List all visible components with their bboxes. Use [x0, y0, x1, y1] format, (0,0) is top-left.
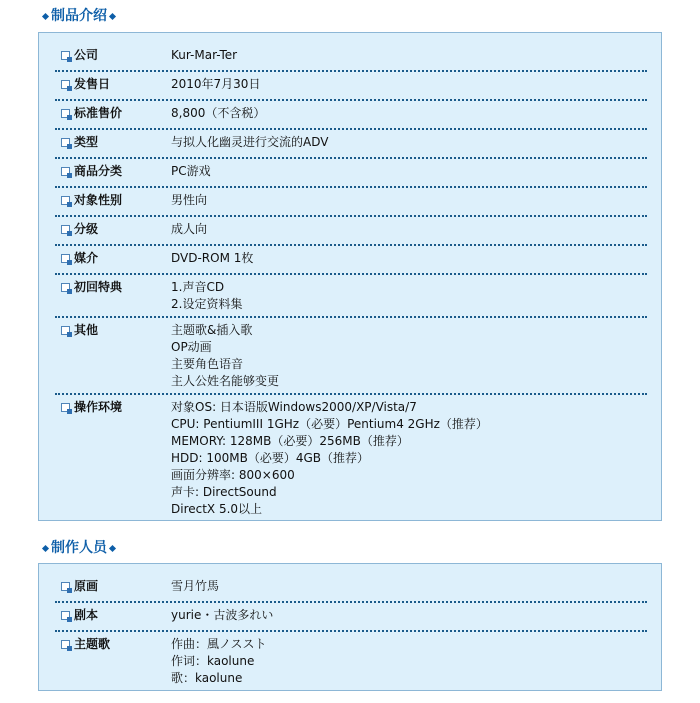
section-title-staff — [40, 538, 118, 558]
row-value: 对象OS: 日本语版Windows2000/XP/Vista/7 CPU: PentiumIII 1GHz（必要）Pentium4 2GHz（推荐） MEMORY: 128MB（必要）256MB（推荐） HDD: 100MB（必要）4GB（推荐） 画面分辨率: 800×600 声卡: DirectSound DirectX 5.0以上 — [171, 400, 488, 516]
staff-row-theme-song — [55, 632, 647, 690]
window-icon — [61, 196, 70, 205]
window-icon — [61, 109, 70, 118]
row-value: 主题歌&插入歌 OP动画 主要角色语音 主人公姓名能够变更 — [171, 323, 280, 388]
info-row-other — [55, 318, 647, 395]
window-icon — [61, 80, 70, 89]
window-icon — [61, 611, 70, 620]
window-icon — [61, 254, 70, 263]
window-icon — [61, 582, 70, 591]
info-row-target-gender — [55, 188, 647, 217]
row-label: 其他 — [61, 322, 98, 339]
product-info-rows — [55, 43, 647, 519]
info-row-category — [55, 159, 647, 188]
window-icon — [61, 138, 70, 147]
row-value: DVD-ROM 1枚 — [171, 251, 254, 265]
staff-row-scenario — [55, 603, 647, 632]
row-value: Kur-Mar-Ter — [171, 48, 238, 62]
row-label: 类型 — [61, 134, 98, 151]
info-row-company — [55, 43, 647, 72]
row-value: yurie・古波多れい — [171, 608, 274, 622]
row-value: 1.声音CD 2.设定资料集 — [171, 280, 243, 311]
row-label: 剧本 — [61, 607, 98, 624]
row-label: 对象性别 — [61, 192, 122, 209]
row-value: 2010年7月30日 — [171, 77, 261, 91]
window-icon — [61, 283, 70, 292]
info-row-first-edition-bonus — [55, 275, 647, 318]
row-label: 标准售价 — [61, 105, 122, 122]
row-value: 男性向 — [171, 193, 208, 207]
info-row-media — [55, 246, 647, 275]
diamond-icon — [109, 12, 116, 19]
row-label: 主题歌 — [61, 636, 110, 653]
staff-rows — [55, 574, 647, 690]
row-label: 初回特典 — [61, 279, 122, 296]
section-title-staff-text: 制作人员 — [51, 540, 107, 556]
row-label: 原画 — [61, 578, 98, 595]
info-row-release-date — [55, 72, 647, 101]
row-value: 8,800（不含税） — [171, 106, 266, 120]
info-row-genre — [55, 130, 647, 159]
diamond-icon — [42, 12, 49, 19]
row-value: 雪月竹馬 — [171, 579, 220, 593]
row-label: 公司 — [61, 47, 98, 64]
window-icon — [61, 326, 70, 335]
window-icon — [61, 167, 70, 176]
section-title-info — [40, 6, 118, 26]
row-value: 与拟人化幽灵进行交流的ADV — [171, 135, 329, 149]
staff-row-art — [55, 574, 647, 603]
row-label: 操作环境 — [61, 399, 122, 416]
row-label: 媒介 — [61, 250, 98, 267]
row-value: 作曲：風ノススト 作词：kaolune 歌：kaolune — [171, 637, 267, 685]
section-title-info-text: 制品介绍 — [51, 8, 107, 24]
row-label: 商品分类 — [61, 163, 122, 180]
row-value: PC游戏 — [171, 164, 211, 178]
window-icon — [61, 640, 70, 649]
info-row-rating — [55, 217, 647, 246]
row-label: 发售日 — [61, 76, 110, 93]
diamond-icon — [42, 544, 49, 551]
window-icon — [61, 225, 70, 234]
row-value: 成人向 — [171, 222, 208, 236]
product-info-panel — [38, 32, 662, 521]
info-row-price — [55, 101, 647, 130]
info-row-system-requirements — [55, 395, 647, 519]
window-icon — [61, 51, 70, 60]
window-icon — [61, 403, 70, 412]
row-label: 分级 — [61, 221, 98, 238]
staff-panel — [38, 563, 662, 691]
diamond-icon — [109, 544, 116, 551]
